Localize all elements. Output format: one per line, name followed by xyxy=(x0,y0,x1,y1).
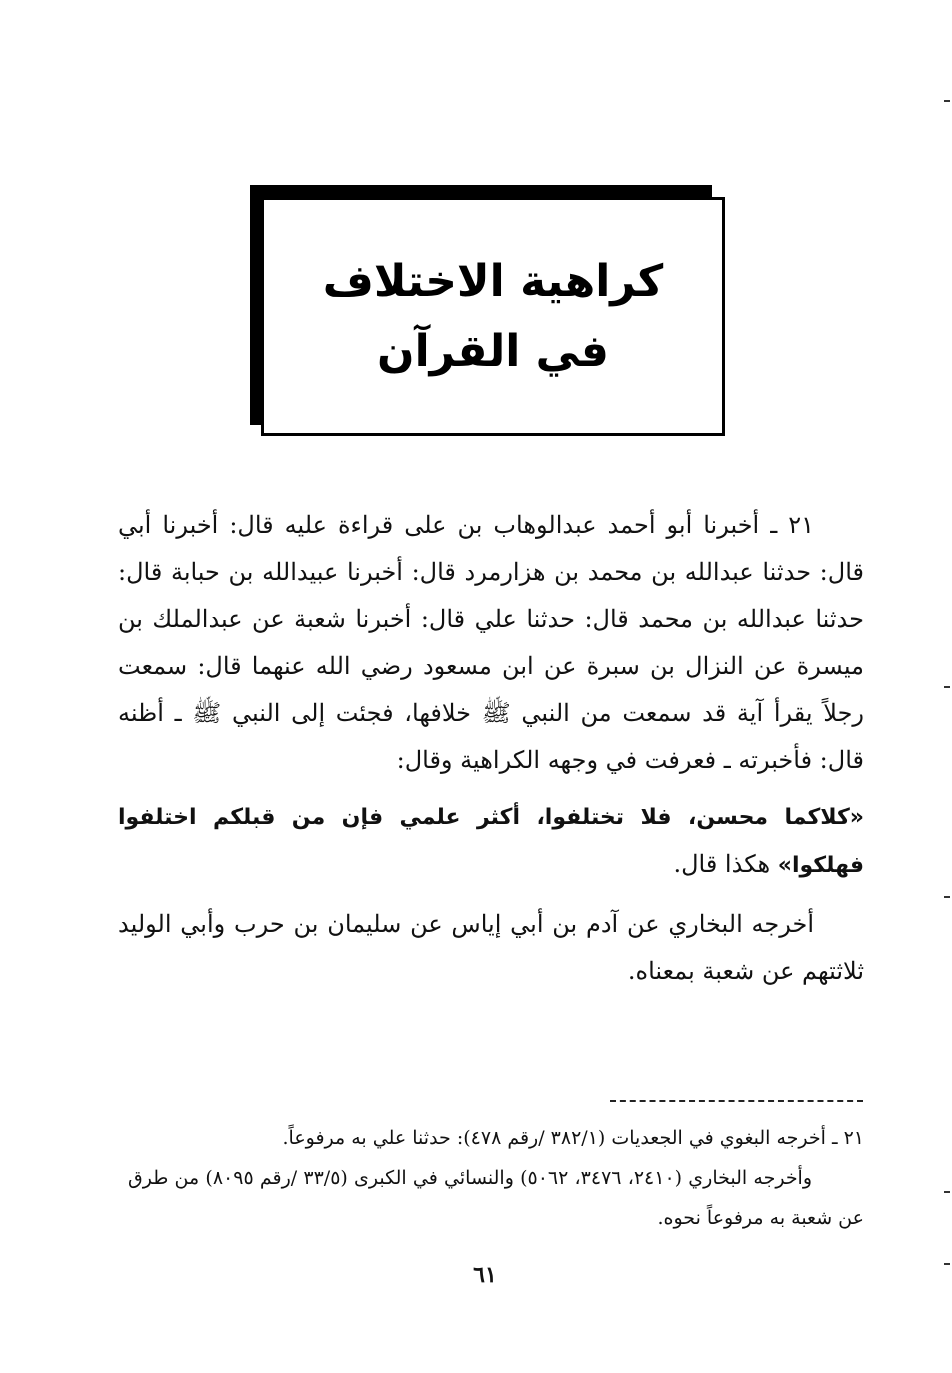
scan-edge-mark xyxy=(944,1191,950,1193)
scan-edge-mark xyxy=(944,100,950,102)
chapter-title-box xyxy=(261,197,725,436)
footnotes xyxy=(128,1118,864,1238)
chapter-title-line-1: كراهية الاختلاف xyxy=(322,255,664,307)
scan-edge-mark xyxy=(944,1263,950,1265)
hadith-quote-tail: هكذا قال. xyxy=(673,850,778,878)
chapter-title-line-2: في القرآن xyxy=(377,325,609,377)
footnote-line-1: ٢١ ـ أخرجه البغوي في الجعديات (٣٨٢/١ /رقم ٤٧٨): حدثنا علي به مرفوعاً. xyxy=(282,1127,864,1149)
page-number: ٦١ xyxy=(473,1262,497,1288)
footnote-separator xyxy=(610,1100,863,1102)
scan-edge-mark xyxy=(944,896,950,898)
hadith-matn-paragraph xyxy=(118,794,864,889)
scan-edge-mark xyxy=(944,686,950,688)
hadith-isnad-paragraph: ٢١ ـ أخبرنا أبو أحمد عبدالوهاب بن على قراءة عليه قال: أخبرنا أبي قال: حدثنا عبدالله بن محمد بن هزارمرد قال: أخبرنا عبيدالله بن حبابة قال: حدثنا عبدالله بن محمد قال: حدثنا علي قال: أخبرنا شعبة عن عبدالملك بن ميسرة عن النزال بن سبرة عن ابن مسعود رضي الله عنهما قال: سمعت رجلاً يقرأ آية قد سمعت من النبي ﷺ خلافها، فجئت إلى النبي ﷺ ـ أظنه قال: فأخبرته ـ فعرفت في وجهه الكراهية وقال: xyxy=(118,511,864,774)
footnote-line-2: وأخرجه البخاري (٢٤١٠، ٣٤٧٦، ٥٠٦٢) والنسائي في الكبرى (٣٣/٥ /رقم ٨٠٩٥) من طرق عن شعبة به مرفوعاً نحوه. xyxy=(128,1167,864,1229)
takhrij-paragraph: أخرجه البخاري عن آدم بن أبي إياس عن سليمان بن حرب وأبي الوليد ثلاثتهم عن شعبة بمعناه. xyxy=(118,910,864,985)
main-text xyxy=(118,502,864,995)
hadith-quote: «كلاكما محسن، فلا تختلفوا، أكثر علمي فإن من قبلكم اختلفوا فهلكوا» xyxy=(118,805,864,878)
